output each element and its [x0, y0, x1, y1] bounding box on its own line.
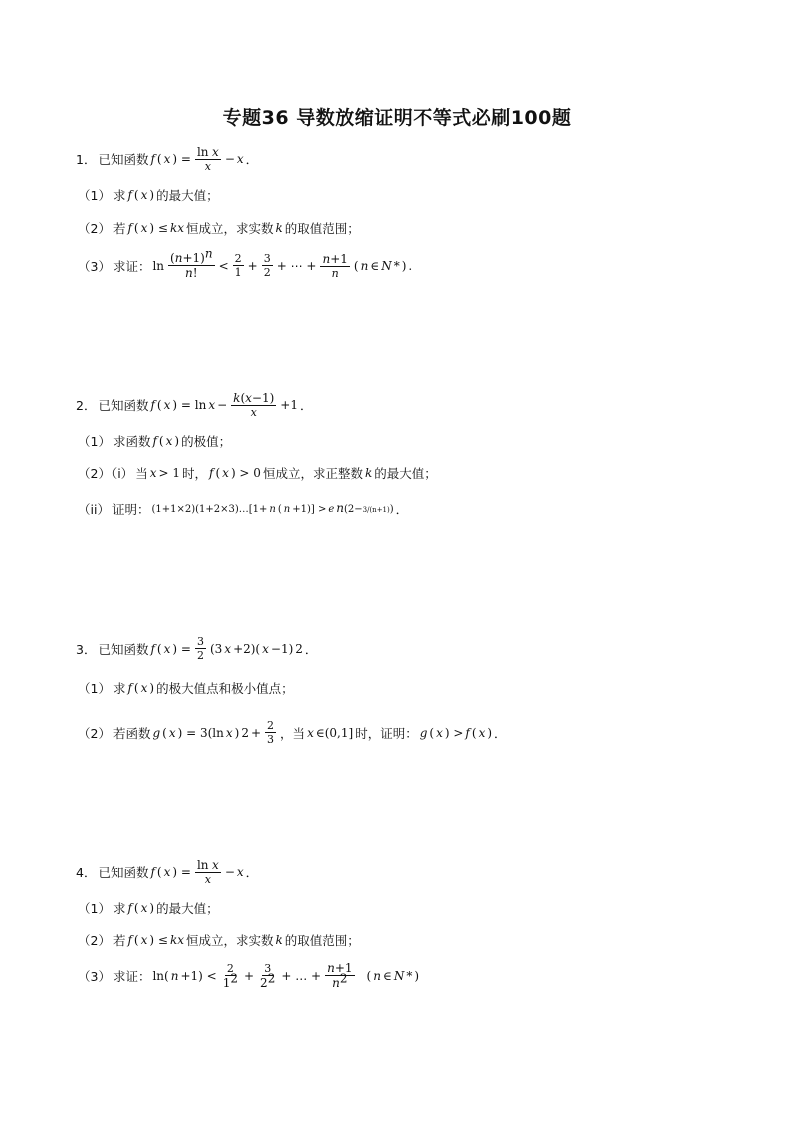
- problem-4-part-1: （1） 求 f ( x ) 的最大值；: [78, 901, 219, 916]
- problem-number: 2．: [76, 398, 97, 413]
- problem-4-part-2: （2） 若 f ( x ) ≤ kx 恒成立，求实数 k 的取值范围；: [78, 933, 360, 948]
- fraction: $\frac{2}{3}$: [267, 719, 275, 746]
- page-title: 专题36 导数放缩证明不等式必刷100题: [222, 107, 572, 129]
- problem-1-part-2: （2） 若 f ( x ) ≤ kx 恒成立，求实数 k 的取值范围；: [78, 221, 360, 236]
- fraction: $\frac{\text{ln x}}{x}$: [196, 858, 219, 886]
- formula: f: [150, 152, 155, 166]
- problem-4-part-3: （3） 求证： ln( n +1) < $\frac{2}{1^2}$ + $\frac{3}{2^2}$ + … + $\frac{n+1}{n^2}$ ( n ∈ N * ): [78, 961, 420, 990]
- problem-number: 4．: [76, 865, 97, 880]
- problem-number: 1．: [76, 152, 97, 167]
- problem-3-part-1: （1） 求 f ( x ) 的极大值点和极小值点；: [78, 681, 294, 696]
- problem-2-stem: 2． 已知函数 f ( x ) = ln x − $\frac{k(x-1)}{x}$ +1 ．: [76, 391, 313, 419]
- problem-1-stem: 1． 已知函数 f ( x ) = $\frac{\text{ln x}}{x}$ − x ．: [76, 145, 259, 173]
- problem-3-stem: 3． 已知函数 f ( x ) = $\frac{3}{2}$ (3 x +2)( x −1) 2 ．: [76, 635, 318, 662]
- fraction: $\frac{\text{ln x}}{x}$: [196, 145, 219, 173]
- problem-1-part-3: （3） 求证： ln $\frac{(n+1)^n}{n!}$ < $\frac{2}{1}$ + $\frac{3}{2}$ + ⋯ + $\frac{n+1}{n}$ ( n ∈ N * ) .: [78, 246, 413, 280]
- problem-2-part-3: （ii） 证明： (1+1×2)(1+2×3)…[1+ n ( n +1)] > e n(2−3/(n+1)) ．: [78, 501, 409, 517]
- fraction: $\frac{k(x-1)}{x}$: [233, 391, 275, 419]
- fraction: $\frac{(n+1)^n}{n!}$: [170, 246, 213, 280]
- problem-2-part-2: （2）（i） 当 x > 1 时， f ( x ) > 0 恒成立，求正整数 k 的最大值；: [78, 466, 437, 481]
- problem-4-stem: 4． 已知函数 f ( x ) = $\frac{\text{ln x}}{x}$ − x ．: [76, 858, 259, 886]
- problem-1-part-1: （1） 求 f ( x ) 的最大值；: [78, 188, 219, 203]
- problem-2-part-1: （1） 求函数 f ( x ) 的极值；: [78, 434, 232, 449]
- problem-3-part-2: （2） 若函数 g ( x ) = 3(ln x ) 2 + $\frac{2}{3}$ ，当 x ∈(0,1] 时，证明： g ( x ) > f ( x ) ．: [78, 719, 507, 746]
- problem-number: 3．: [76, 641, 97, 657]
- fraction: $\frac{3}{2}$: [196, 635, 204, 662]
